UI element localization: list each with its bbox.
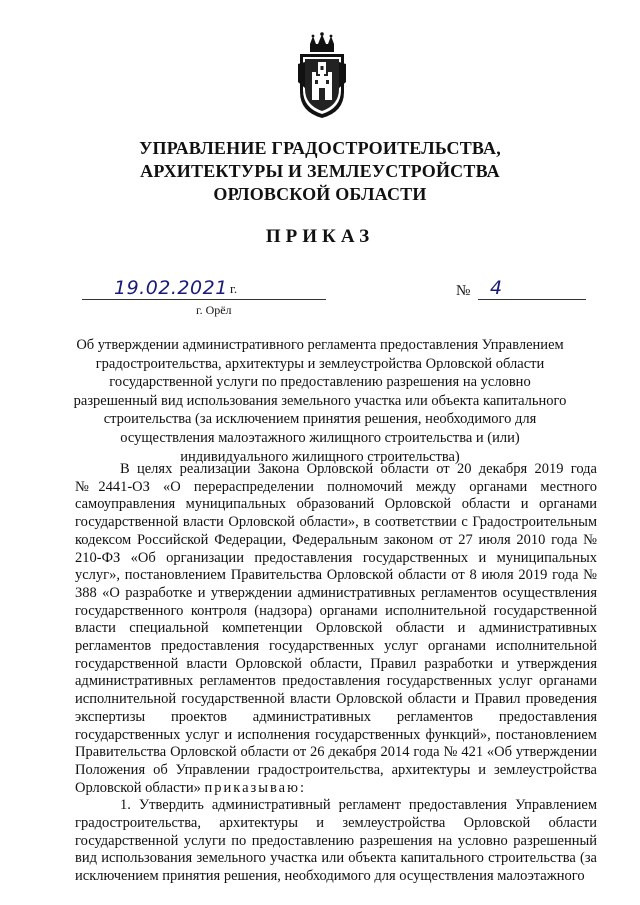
order-item-1: 1. Утвердить административный регламент предоставления Управлением градостроительства, архитектуры и землеустройства Орловской области государственной услуги по предоставлению разрешения на условно разрешенный вид использования земельного участка или объекта капитального строительства (за исключением принятия решения, необходимого для осуществления малоэтажного	[75, 797, 597, 885]
order-subject: Об утверждении административного регламента предоставления Управлением градостроительства, архитектуры и землеустройства Орловской области государственной услуги по предоставлению разрешения на условно разрешенный вид использования земельного участка или объекта капитального строительства (за исключением принятия решения, необходимого для осуществления малоэтажного жилищного строительства и (или) индивидуального жилищного строительства)	[73, 337, 567, 465]
number-field	[478, 278, 586, 300]
handwritten-number: 4	[490, 277, 503, 299]
agency-name	[60, 137, 580, 206]
agency-line-1: УПРАВЛЕНИЕ ГРАДОСТРОИТЕЛЬСТВА,	[139, 138, 501, 158]
date-field	[82, 278, 326, 300]
crown-icon	[310, 32, 334, 52]
document-type-title: ПРИКАЗ	[265, 226, 375, 247]
orel-coat-of-arms-emblem	[296, 32, 348, 120]
agency-line-2: АРХИТЕКТУРЫ И ЗЕМЛЕУСТРОЙСТВА	[140, 161, 500, 181]
date-year-suffix: г.	[230, 281, 238, 296]
order-body	[75, 461, 597, 886]
order-word: приказываю:	[204, 779, 306, 796]
preamble-paragraph	[75, 461, 597, 797]
agency-line-3: ОРЛОВСКОЙ ОБЛАСТИ	[213, 184, 427, 204]
number-label: №	[456, 283, 471, 299]
city-label: г. Орёл	[196, 303, 232, 317]
handwritten-date: 19.02.2021	[114, 277, 228, 299]
preamble-text: В целях реализации Закона Орловской области от 20 декабря 2019 года №2441-ОЗ «О перераспределении полномочий между органами местного самоуправления муниципальных образований Орловской области и органами государственной власти Орловской области», в соответствии с Градостроительным кодексом Российской Федерации, Федеральным законом от 27 июля 2010 года № 210-ФЗ «Об организации предоставления государственных и муниципальных услуг», постановлением Правительства Орловской области от 8 июля 2019 года № 388 «О разработке и утверждении административных регламентов осуществления государственного контроля (надзора) органами исполнительной государственной власти специальной компетенции Орловской области и административных регламентов предоставления государственных услуг органами исполнительной государственной власти Орловской области, Правил разработки и утверждения административных регламентов предоставления государственных услуг органами исполнительной государственной власти Орловской области и Правил проведения экспертизы проектов административных регламентов предоставления государственных услуг и исполнения государственных функций», постановлением Правительства Орловской области от 26 декабря 2014 года № 421 «Об утверждении Положения об Управлении градостроительства, архитектуры и землеустройства Орловской области»	[75, 461, 597, 796]
